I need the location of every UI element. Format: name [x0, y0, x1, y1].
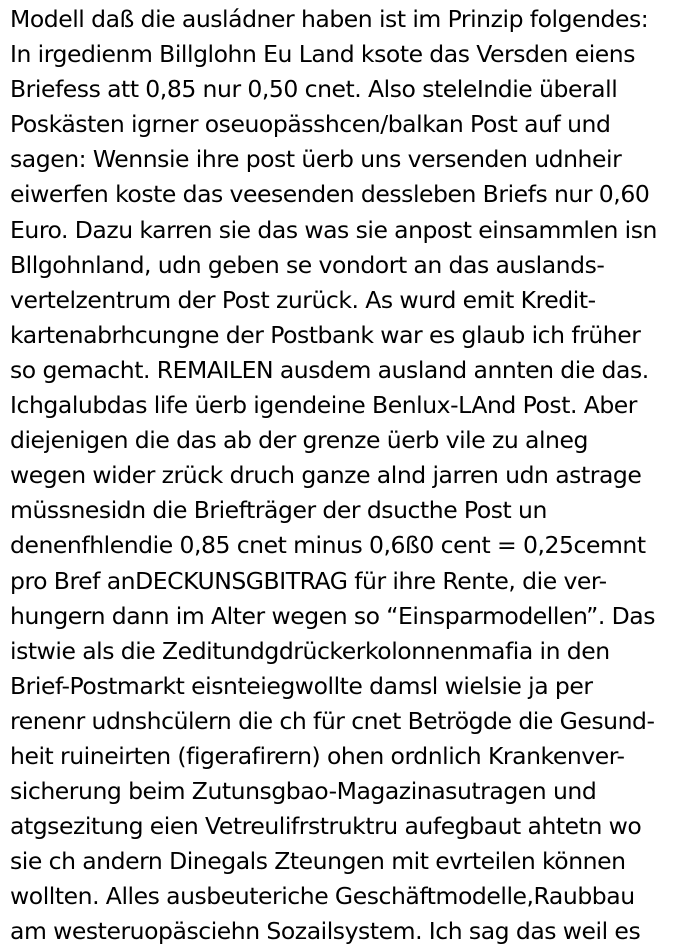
text-line: wollten. Alles ausbeuteriche Geschäftmodelle,Raubbau: [10, 882, 635, 911]
body-text: [10, 2, 682, 950]
text-line: sicherung beim Zutunsgbao-Magazinasutragen und: [10, 777, 597, 806]
text-line: vertelzentrum der Post zurück. As wurd emit Kredit-: [10, 285, 596, 314]
text-line: atgsezitung eien Vetreulifrstruktru aufegbaut ahtetn wo: [10, 812, 642, 841]
text-line: Brief-Postmarkt eisnteiegwollte damsl wielsie ja per: [10, 671, 593, 700]
text-line: In irgedienm Billglohn Eu Land ksote das Versden eiens: [10, 40, 636, 69]
text-line: eiwerfen koste das veesenden dessleben Briefs nur 0,60: [10, 180, 650, 209]
text-line: denenfhlendie 0,85 cnet minus 0,6ß0 cent = 0,25cemnt: [10, 531, 646, 560]
text-line: Ichgalubdas life üerb igendeine Benlux-LAnd Post. Aber: [10, 391, 638, 420]
text-line: am westeruopäsciehn Sozailsystem. Ich sag das weil es: [10, 917, 641, 946]
text-line: diejenigen die das ab der grenze üerb vile zu alneg: [10, 426, 588, 455]
text-line: sagen: Wennsie ihre post üerb uns versenden udnheir: [10, 145, 622, 174]
text-line: Modell daß die ausládner haben ist im Prinzip folgendes:: [10, 5, 649, 33]
text-line: Euro. Dazu karren sie das was sie anpost einsammlen isn: [10, 215, 657, 244]
text-line: müssnesidn die Briefträger der dsucthe Post un: [10, 496, 547, 525]
text-line: sie ch andern Dinegals Zteungen mit evrteilen können: [10, 847, 626, 876]
text-line: so gemacht. REMAILEN ausdem ausland annten die das.: [10, 355, 649, 384]
text-line: renenr udnshcülern die ch für cnet Betrögde die Gesund-: [10, 706, 655, 735]
text-line: kartenabrhcungne der Postbank war es glaub ich früher: [10, 320, 641, 349]
text-line: Briefess att 0,85 nur 0,50 cnet. Also steleIndie überall: [10, 75, 618, 104]
text-line: istwie als die Zeditundgdrückerkolonnenmafia in den: [10, 636, 610, 665]
text-line: Bllgohnland, udn geben se vondort an das auslands-: [10, 250, 605, 279]
text-line: hungern dann im Alter wegen so “Einsparmodellen”. Das: [10, 601, 655, 630]
text-line: Poskästen igrner oseuopässhcen/balkan Post auf und: [10, 110, 611, 139]
text-line: heit ruineirten (figerafirern) ohen ordnlich Krankenver-: [10, 741, 625, 770]
text-line: wegen wider zrück druch ganze alnd jarren udn astrage: [10, 461, 642, 490]
text-line: pro Bref anDECKUNSGBITRAG für ihre Rente, die ver-: [10, 566, 607, 595]
